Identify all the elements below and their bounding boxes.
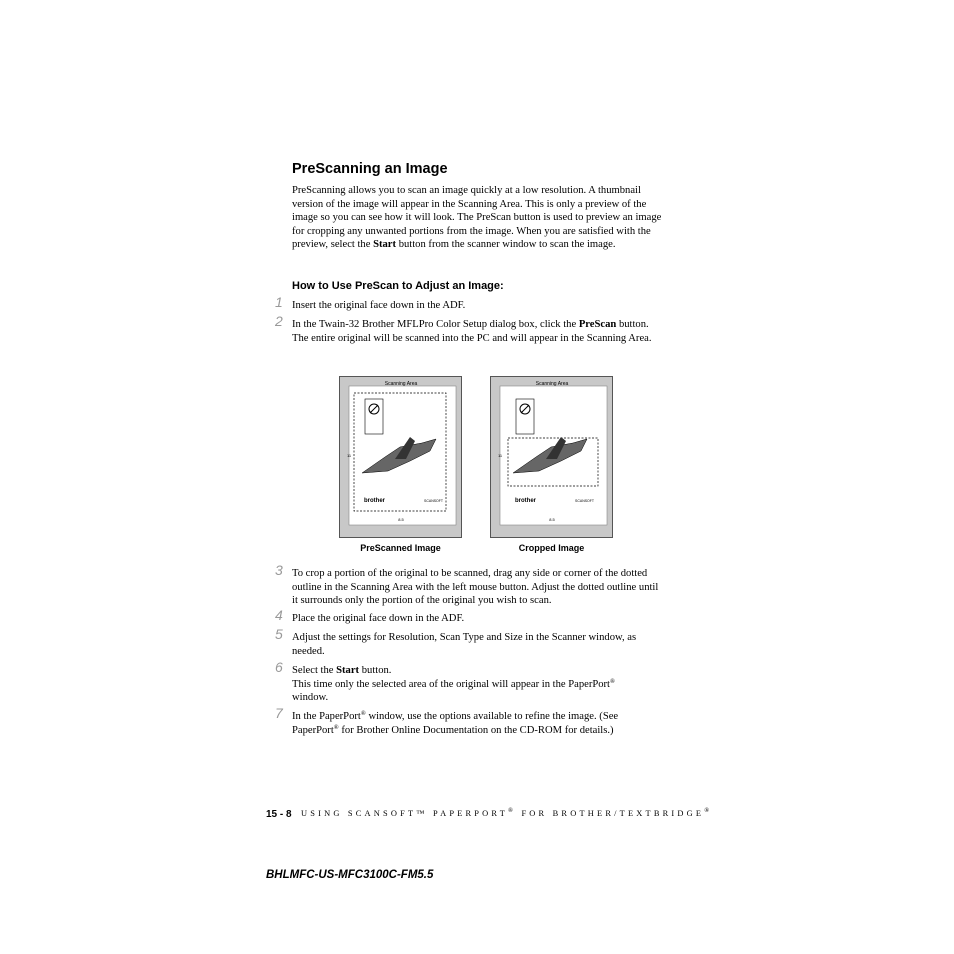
brand-logo: brother — [364, 498, 385, 504]
step-detail: The entire original will be scanned into the PC and will appear in the Scanning Area. — [292, 332, 652, 344]
side-label: 11 — [347, 453, 352, 458]
step-number: 3 — [275, 562, 283, 578]
prescanned-figure — [339, 376, 462, 538]
cropped-figure — [490, 376, 613, 538]
figure-header: Scanning Area — [535, 381, 569, 387]
step-text: In the PaperPort® window, use the options available to refine the image. (See PaperPort® for Brother Online Documentation on the CD-ROM for details.) — [292, 710, 619, 736]
step-5 — [275, 626, 664, 658]
section-title: PreScanning an Image — [292, 161, 448, 177]
step-1 — [275, 294, 664, 313]
step-text: Place the original face down in the ADF. — [292, 613, 465, 624]
bottom-label: 8.5 — [549, 517, 555, 522]
step-text: Select the Start button. — [292, 665, 392, 676]
step-number: 1 — [275, 294, 283, 310]
step-number: 2 — [275, 313, 283, 329]
figure-header: Scanning Area — [384, 381, 418, 387]
step-text: Adjust the settings for Resolution, Scan Type and Size in the Scanner window, as needed. — [292, 632, 637, 657]
side-label: 11 — [498, 453, 503, 458]
page-number: 15 - 8 — [266, 809, 292, 820]
step-number: 7 — [275, 705, 283, 721]
step-2 — [275, 313, 664, 345]
step-detail: This time only the selected area of the original will appear in the PaperPort® window. — [292, 677, 615, 704]
step-6 — [275, 659, 664, 705]
running-footer: USING SCANSOFT™ PAPERPORT® FOR BROTHER/TEXTBRIDGE® — [301, 807, 713, 818]
subheading: How to Use PreScan to Adjust an Image: — [292, 280, 504, 292]
step-number: 4 — [275, 607, 283, 623]
step-number: 6 — [275, 659, 283, 675]
step-text: In the Twain-32 Brother MFLPro Color Setup dialog box, click the PreScan button. — [292, 319, 649, 330]
bottom-label: 8.5 — [398, 517, 404, 522]
figure-caption: PreScanned Image — [360, 543, 441, 553]
brand-logo: brother — [515, 498, 536, 504]
step-3 — [275, 562, 664, 608]
intro-paragraph: PreScanning allows you to scan an image quickly at a low resolution. A thumbnail version of the image will appear in the Scanning Area. This is only a preview of the image so you can see how it will look. The PreScan button is used to preview an image for cropping any unwanted portions from the image. When you are satisfied with the preview, select the Start button from the scanner window to scan the image. — [292, 185, 662, 251]
step-text: Insert the original face down in the ADF. — [292, 300, 466, 311]
step-4 — [275, 607, 664, 626]
step-text: To crop a portion of the original to be scanned, drag any side or corner of the dotted outline in the Scanning Area with the left mouse button. Adjust the dotted outline until it surrounds only the portion of the original you wish to scan. — [292, 568, 659, 607]
document-id: BHLMFC-US-MFC3100C-FM5.5 — [266, 869, 434, 881]
figure-caption: Cropped Image — [518, 543, 585, 553]
brand-tag: SCANSOFT — [424, 499, 444, 503]
step-7 — [275, 705, 664, 737]
brand-tag: SCANSOFT — [575, 499, 595, 503]
step-number: 5 — [275, 626, 283, 642]
